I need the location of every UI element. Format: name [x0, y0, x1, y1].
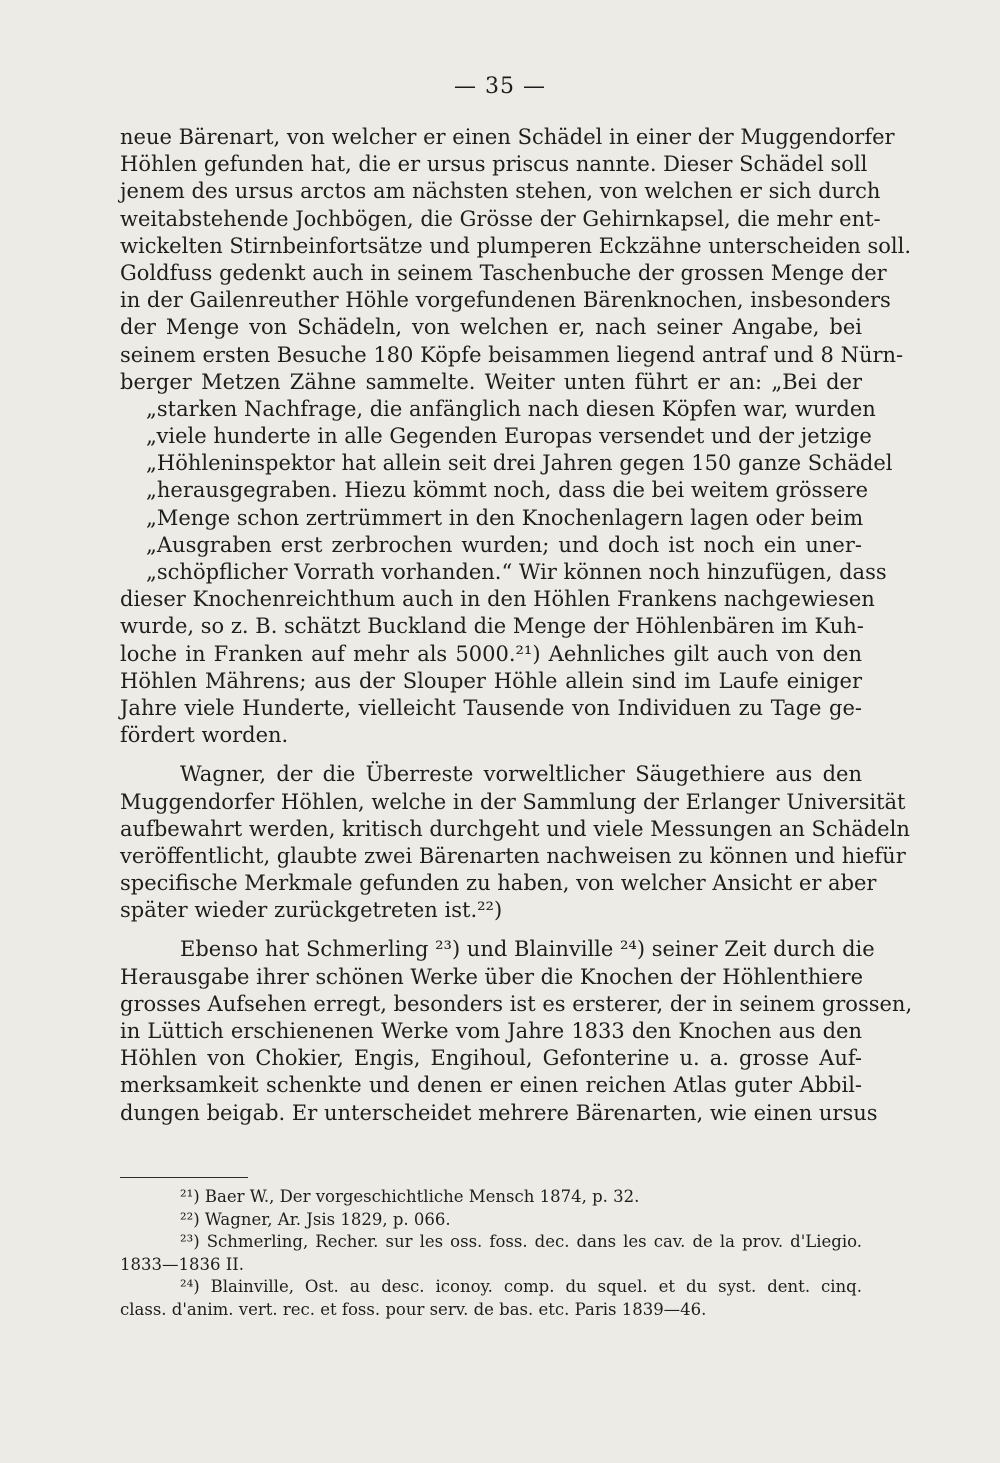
- paragraph-1: [120, 124, 912, 749]
- text-line: Muggendorfer Höhlen, welche in der Sammlung der Erlanger Universität: [120, 789, 906, 814]
- text-line: Herausgabe ihrer schönen Werke über die Knochen der Höhlenthiere: [120, 964, 864, 989]
- paragraph-gap: [120, 924, 862, 936]
- text-line: berger Metzen Zähne sammelte. Weiter unten führt er an: „Bei der: [120, 369, 862, 394]
- text-line: der Menge von Schädeln, von welchen er, nach seiner Angabe, bei: [120, 315, 862, 340]
- text-line: dungen beigab. Er unterscheidet mehrere Bärenarten, wie einen ursus: [120, 1100, 878, 1125]
- quote-line: „schöpflicher Vorrath vorhanden.“ Wir können noch hinzufügen, dass: [146, 560, 887, 584]
- text-line: grosses Aufsehen erregt, besonders ist es ersterer, der in seinem grossen,: [120, 991, 913, 1016]
- paragraph-gap: [120, 749, 862, 761]
- footnote-21: ²¹) Baer W., Der vorgeschichtliche Mensch 1874, p. 32.: [180, 1187, 640, 1206]
- text-line: später wieder zurückgetreten ist.²²): [120, 898, 503, 923]
- quote-line: „starken Nachfrage, die anfänglich nach diesen Köpfen war, wurden: [146, 396, 876, 421]
- paragraph-2: [120, 761, 910, 924]
- text-line: merksamkeit schenkte und denen er einen reichen Atlas guter Abbil-: [120, 1073, 862, 1098]
- text-line: seinem ersten Besuche 180 Köpfe beisammen liegend antraf und 8 Nürn-: [120, 342, 904, 367]
- footnote-23: ²³) Schmerling, Recher. sur les oss. foss. dec. dans les cav. de la prov. d'Liegio.: [180, 1232, 862, 1252]
- text-line: weitabstehende Jochbögen, die Grösse der Gehirnkapsel, die mehr ent-: [120, 206, 881, 231]
- page-number: — 35 —: [454, 74, 546, 99]
- footnote-23-continued: 1833—1836 II.: [120, 1254, 245, 1274]
- paragraph-3: [120, 936, 913, 1126]
- text-line: wurde, so z. B. schätzt Buckland die Menge der Höhlenbären im Kuh-: [120, 614, 864, 639]
- footnotes: [120, 1186, 862, 1322]
- quote-line: „Höhleninspektor hat allein seit drei Jahren gegen 150 ganze Schädel: [146, 451, 893, 476]
- text-line: jenem des ursus arctos am nächsten stehen, von welchen er sich durch: [120, 179, 881, 204]
- text-line: specifische Merkmale gefunden zu haben, von welcher Ansicht er aber: [120, 871, 877, 896]
- text-line: Höhlen von Chokier, Engis, Engihoul, Gefonterine u. a. grosse Auf-: [120, 1046, 862, 1071]
- text-line: Höhlen Mährens; aus der Slouper Höhle allein sind im Laufe einiger: [120, 668, 862, 693]
- quote-line: „Menge schon zertrümmert in den Knochenlagern lagen oder beim: [146, 505, 864, 530]
- footnote-24-continued: class. d'anim. vert. rec. et foss. pour serv. de bas. etc. Paris 1839—46.: [120, 1299, 707, 1319]
- text-line: fördert worden.: [120, 723, 289, 748]
- text-line: loche in Franken auf mehr als 5000.²¹) Aehnliches gilt auch von den: [120, 641, 862, 666]
- quote-line: „Ausgraben erst zerbrochen wurden; und doch ist noch ein uner-: [146, 532, 862, 557]
- text-line: veröffentlicht, glaubte zwei Bärenarten nachweisen zu können und hiefür: [120, 843, 906, 868]
- text-line: wickelten Stirnbeinfortsätze und plumperen Eckzähne unterscheiden soll.: [120, 233, 912, 258]
- body-text: [120, 124, 913, 1127]
- text-line: dieser Knochenreichthum auch in den Höhlen Frankens nachgewiesen: [120, 587, 875, 612]
- text-line: neue Bärenart, von welcher er einen Schädel in einer der Muggendorfer: [120, 125, 895, 149]
- text-line: aufbewahrt werden, kritisch durchgeht und viele Messungen an Schädeln: [120, 816, 910, 841]
- text-line: Höhlen gefunden hat, die er ursus priscus nannte. Dieser Schädel soll: [120, 152, 868, 177]
- footnote-divider: [120, 1177, 248, 1178]
- text-line: Jahre viele Hunderte, vielleicht Tausende von Individuen zu Tage ge-: [120, 695, 862, 720]
- footnote-24: ²⁴) Blainville, Ost. au desc. iconoy. comp. du squel. et du syst. dent. cinq.: [180, 1277, 862, 1297]
- text-line: in der Gailenreuther Höhle vorgefundenen Bärenknochen, insbesonders: [120, 288, 891, 313]
- quote-line: „viele hunderte in alle Gegenden Europas versendet und der jetzige: [146, 424, 872, 449]
- quote-line: „herausgegraben. Hiezu kömmt noch, dass die bei weitem grössere: [146, 478, 869, 503]
- text-line: Wagner, der die Überreste vorweltlicher Säugethiere aus den: [180, 762, 862, 787]
- text-line: in Lüttich erschienenen Werke vom Jahre 1833 den Knochen aus den: [120, 1019, 862, 1043]
- footnote-22: ²²) Wagner, Ar. Jsis 1829, p. 066.: [180, 1209, 451, 1229]
- text-line: Goldfuss gedenkt auch in seinem Taschenbuche der grossen Menge der: [120, 260, 887, 285]
- text-line: Ebenso hat Schmerling ²³) und Blainville ²⁴) seiner Zeit durch die: [180, 937, 875, 962]
